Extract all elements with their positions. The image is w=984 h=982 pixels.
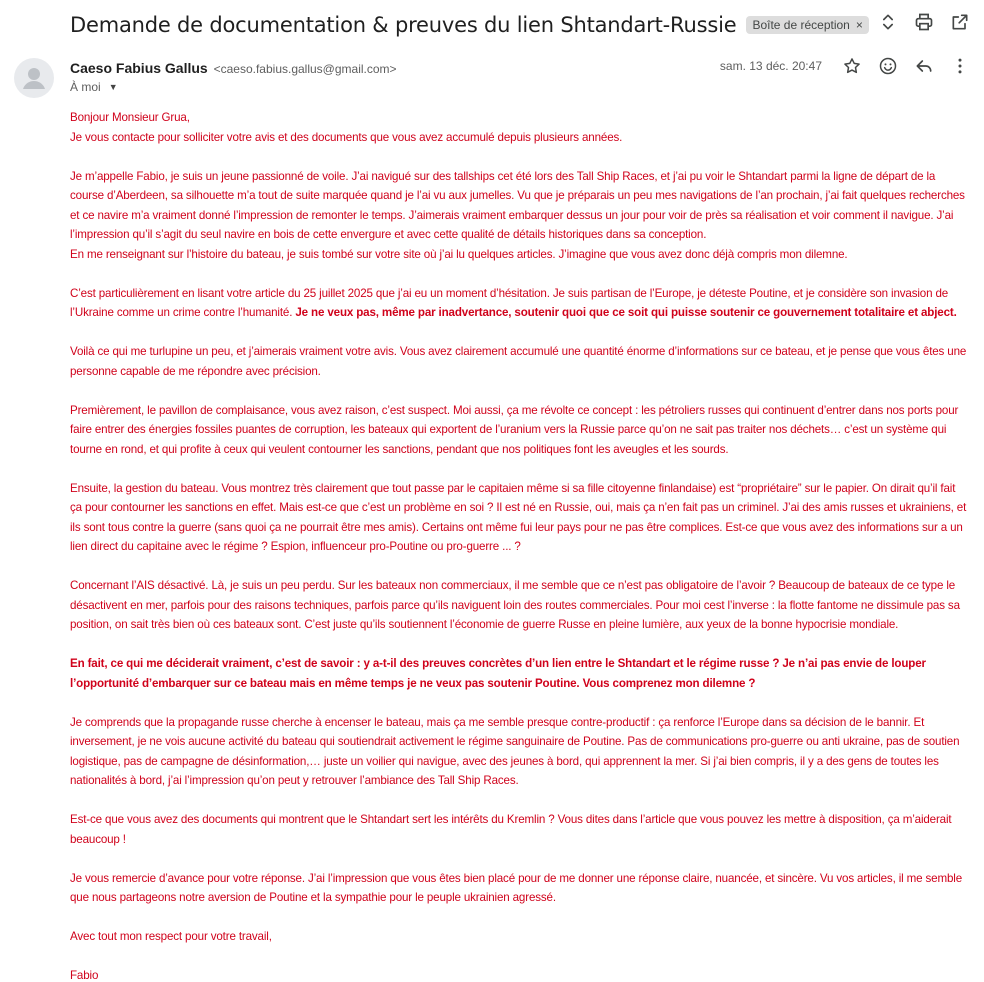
sender-email: <caeso.fabius.gallus@gmail.com> [213,62,397,76]
subject-row [70,8,964,42]
sender-name[interactable]: Caeso Fabius Gallus [70,60,208,76]
reply-icon[interactable] [914,56,934,76]
body-paragraph: Est-ce que vous avez des documents qui montrent que le Shtandart sert les intérêts du Kremlin ? Vous dites dans l’article que vous pouvez les mettre à disposition, ça m’aiderait beaucoup ! [70,813,952,846]
open-in-new-window-icon[interactable] [950,12,970,32]
body-paragraph [70,284,970,323]
closing: Avec tout mon respect pour votre travail, [70,930,272,943]
signature: Fabio [70,969,99,982]
greeting: Bonjour Monsieur Grua, [70,111,190,124]
body-paragraph: Je comprends que la propagande russe cherche à encenser le bateau, mais ça me semble presque contre-productif : ça renforce l’Europe dans sa décision de le bannir. Et inversement, je ne vois aucune activité du bateau qui soutiendrait activement le régime sanguinaire de Poutine. Pas de communications pro-guerre ou anti ukraine, pas de soutien logistique, pas de campagne de désinformation,… juste un voilier qui navigue, avec des jeunes à bord, qui apprennent la mer. Si j’ai bien compris, il y a des gens de toutes les nationalités à bord, j’ai l’impression qu’on peut y retrouver l’ambiance des Tall Ship Races. [70,715,960,787]
email-subject: Demande de documentation & preuves du lien Shtandart-Russie [70,13,737,37]
message-date: sam. 13 déc. 20:47 [719,59,822,73]
message-actions [720,56,970,76]
body-paragraph: Concernant l’AIS désactivé. Là, je suis un peu perdu. Sur les bateaux non commerciaux, il me semble que ce n’est pas obligatoire de l’avoir ? Beaucoup de bateaux de ce type le désactivent en mer, parfois pour des raisons techniques, parfois parce qu’ils naviguent loin des routes commerciales. Pour moi cest l’inverse : la flotte fantome ne dissimule pas sa position, on sait très bien où ces bateaux sont. C’est juste qu’ils soutiennent l’économie de guerre Russe en pleine lumière, aux yeux de la bonne hypocrisie mondiale. [70,579,960,631]
message-body [70,108,970,982]
inbox-label-text: Boîte de réception [752,18,850,32]
recipient-details-toggle[interactable] [70,80,118,94]
body-paragraph: Voilà ce qui me turlupine un peu, et j’aimerais vraiment votre avis. Vous avez clairement accumulé une quantité énorme d’informations sur ce bateau, et je pense que vous êtes une personne capable de me répondre avec précision. [70,345,967,378]
remove-label-icon[interactable]: × [855,18,863,32]
body-bold-text: En fait, ce qui me déciderait vraiment, c’est de savoir : y a-t-il des preuves concrètes d’un lien entre le Shtandart et le régime russe ? Je n’ai pas envie de louper l’opportunité d’embarquer sur ce bateau mais en même temps je ne veux pas soutenir Poutine. Vous comprenez mon dilemne ? [70,657,926,690]
sender-line [70,60,397,76]
body-paragraph: En me renseignant sur l’histoire du bateau, je suis tombé sur votre site où j’ai lu quelques articles. J’imagine que vous avez donc déjà compris mon dilemne. [70,247,848,261]
emoji-reaction-icon[interactable] [878,56,898,76]
body-bold-text: Je ne veux pas, même par inadvertance, soutenir quoi que ce soit qui puisse soutenir ce gouvernement totalitaire et abject. [295,306,957,319]
avatar[interactable] [14,58,54,98]
body-paragraph [70,654,970,693]
default-avatar-icon [14,58,54,98]
inbox-label-chip[interactable] [746,16,868,34]
body-paragraph: Je m’appelle Fabio, je suis un jeune passionné de voile. J’ai navigué sur des tallships cet été lors des Tall Ship Races, et j’ai pu voir le Shtandart parmi la ligne de départ de la course d’Aberdeen, sa silhouette m’a tout de suite marquée quand je l’ai vu aux jumelles. Vu que je préparais un peu mes navigations de l’an prochain, j’ai fait quelques recherches et ce navire m’a vraiment donné l’impression de remonter le temps. J’aimerais vraiment embarquer dessus un jour pour voir de près sa réalisation et voir comment il navigue. J’ai l’impression qu’il s’agit du seul navire en bois de cette envergure et avec cette qualité de détails historiques dans sa conception. [70,169,965,241]
more-options-icon[interactable] [950,56,970,76]
star-icon[interactable] [842,56,862,76]
body-paragraph: Je vous remercie d’avance pour votre réponse. J’ai l’impression que vous êtes bien placé pour de me donner une réponse claire, nuancée, et sincère. Vu vos articles, il me semble que nous partageons notre aversion de Poutine et la sympathie pour le peuple ukrainien agressé. [70,871,962,904]
expand-collapse-icon[interactable] [878,12,898,32]
print-icon[interactable] [914,12,934,32]
body-paragraph: Premièrement, le pavillon de complaisance, vous avez raison, c’est suspect. Moi aussi, ça me révolte ce concept : les pétroliers russes qui continuent d’entrer dans nos ports pour faire entrer des énergies fossiles puantes de corruption, les bateaux qui exportent de l’uranium vers la Russie parce qu’on ne sait pas traiter nos déchets… c’est un système qui tourne en rond, et qui profite à ceux qui veulent contourner les sanctions, pendant que nos politiques font les aveugles et les sourds. [70,403,959,456]
body-paragraph: Ensuite, la gestion du bateau. Vous montrez très clairement que tout passe par le capitaien même si sa fille citoyenne finlandaise) est “propriétaire” sur le papier. On dirait qu’il fait ça pour contourner les sanctions en effet. Mais est-ce que c’est un problème en soi ? Il est né en Russie, oui, mais ça n’en fait pas un criminel. J’ai des amis russes et ukrainiens, et ils sont tous contre la guerre (sans quoi ça ne pourrait être mes amis). Certains ont même fui leur pays pour ne pas être complices. Est-ce que vous avez des informations sur a un lien direct du capitaine avec le régime ? Espion, influenceur pro-Poutine ou pro-guerre ... ? [70,481,967,553]
body-text: C’est particulièrement en lisant votre article du 25 juillet 2025 que j’ai eu un moment d’hésitation. Je suis partisan de l’Europe, je déteste Poutine, et je considère son invasion de l’Ukraine comme un crime contre l’humanité. [70,286,949,319]
thread-actions [878,12,970,32]
chevron-down-icon: ▼ [108,82,118,92]
body-paragraph: Je vous contacte pour solliciter votre avis et des documents que vous avez accumulé depuis plusieurs années. [70,130,623,144]
recipient-label: À moi [70,80,101,94]
